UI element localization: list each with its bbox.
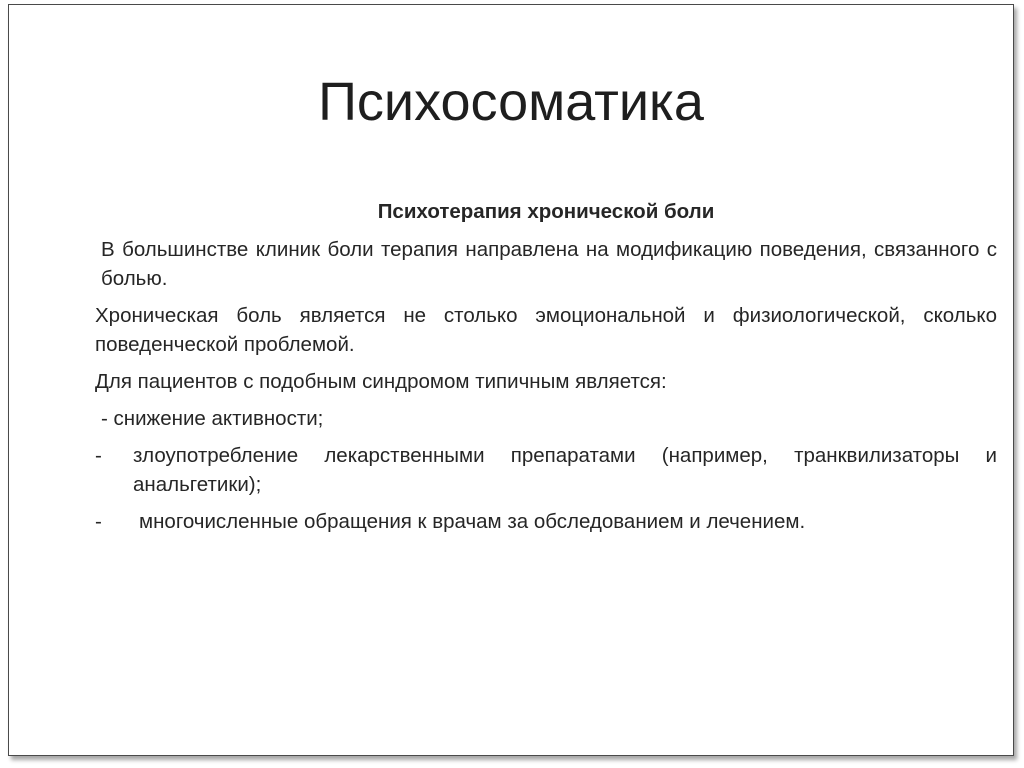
paragraph-patients: Для пациентов с подобным синдромом типичным является: xyxy=(95,370,667,393)
paragraph-chronic-pain: Хроническая боль является не столько эмоциональной и физиологической, сколько поведенческой проблемой. xyxy=(95,304,997,356)
slide xyxy=(8,4,1014,756)
paragraph-clinics: В большинстве клиник боли терапия направлена на модификацию поведения, связанного с болью. xyxy=(101,238,997,290)
slide-title: Психосоматика xyxy=(318,72,704,132)
slide-subtitle: Психотерапия хронической боли xyxy=(377,200,715,223)
list-item-text: злоупотребление лекарственными препаратами (например, транквилизаторы и анальгетики); xyxy=(133,444,997,496)
list-marker: - xyxy=(95,444,102,467)
list-item-text: многочисленные обращения к врачам за обследованием и лечением. xyxy=(139,510,806,533)
slide-body xyxy=(95,197,997,544)
list-item-activity: - снижение активности; xyxy=(101,407,324,430)
list-item-medication xyxy=(95,441,997,499)
list-item-doctor-visits xyxy=(95,507,997,536)
list-marker: - xyxy=(95,510,102,533)
